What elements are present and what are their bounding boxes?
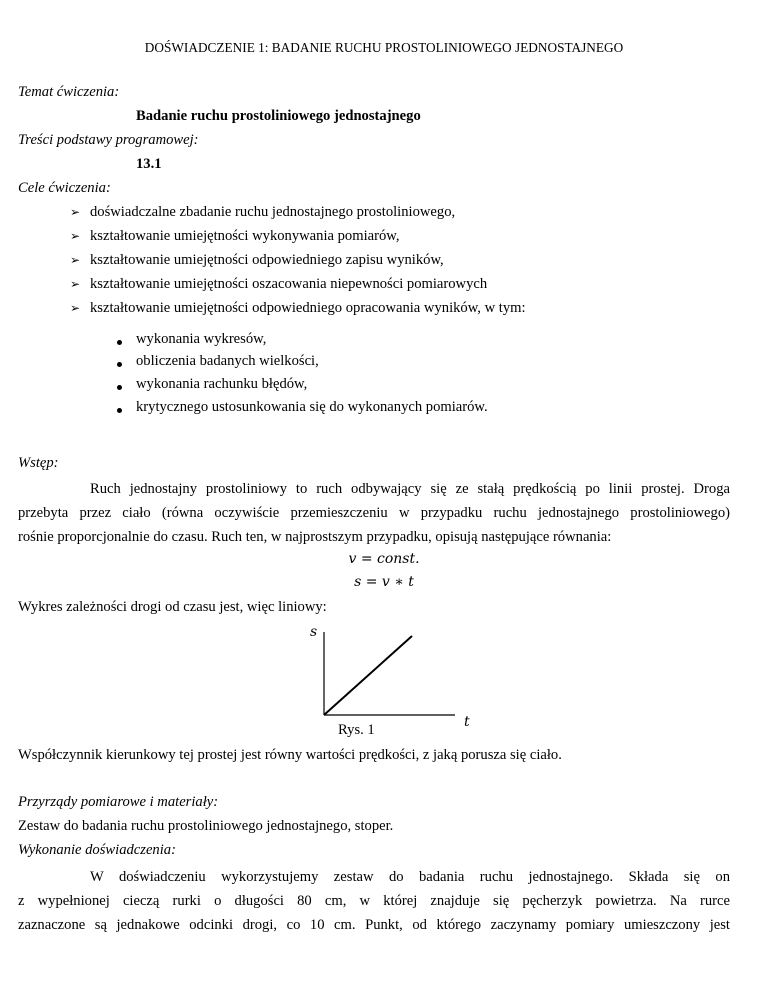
intro-line: Ruch jednostajny prostoliniowy to ruch odbywający się ze stałą prędkością po linii prostej. Droga — [90, 481, 730, 497]
graph-intro: Wykres zależności drogi od czasu jest, więc liniowy: — [18, 599, 327, 615]
procedure-line: z wypełnionej cieczą rurki o długości 80 cm, w której znajduje się pęcherzyk powietrza. Na rurce — [18, 893, 730, 909]
intro-label: Wstęp: — [18, 455, 59, 471]
arrow-bullet-icon: ➢ — [70, 205, 81, 219]
list-item: kształtowanie umiejętności wykonywania pomiarów, — [90, 228, 400, 244]
list-item: doświadczalne zbadanie ruchu jednostajnego prostoliniowego, — [90, 204, 456, 220]
x-axis-label: t — [464, 714, 470, 730]
bullet-dot-icon — [117, 385, 122, 390]
list-item: kształtowanie umiejętności oszacowania niepewności pomiarowych — [90, 276, 488, 292]
y-axis-label: s — [310, 624, 318, 640]
topic-value: Badanie ruchu prostoliniowego jednostajnego — [136, 108, 421, 124]
list-item: kształtowanie umiejętności odpowiedniego zapisu wyników, — [90, 252, 444, 268]
topic-label: Temat ćwiczenia: — [18, 84, 120, 100]
equation-distance: s = v ∗ t — [354, 574, 414, 590]
list-item: wykonania wykresów, — [136, 331, 267, 347]
distance-time-line — [324, 636, 412, 715]
bullet-dot-icon — [117, 408, 122, 413]
list-item: krytycznego ustosunkowania się do wykonanych pomiarów. — [136, 399, 488, 415]
figure-distance-time — [300, 618, 490, 748]
materials-label: Przyrządy pomiarowe i materiały: — [18, 794, 219, 810]
intro-line: rośnie proporcjonalnie do czasu. Ruch ten, w najprostszym przypadku, opisują następujące równania: — [18, 529, 612, 545]
bullet-dot-icon — [117, 362, 122, 367]
arrow-bullet-icon: ➢ — [70, 253, 81, 267]
list-item: kształtowanie umiejętności odpowiedniego opracowania wyników, w tym: — [90, 300, 526, 316]
arrow-bullet-icon: ➢ — [70, 229, 81, 243]
procedure-line: W doświadczeniu wykorzystujemy zestaw do badania ruchu jednostajnego. Składa się on — [90, 869, 730, 885]
materials-value: Zestaw do badania ruchu prostoliniowego jednostajnego, stoper. — [18, 818, 394, 834]
figure-caption: Rys. 1 — [338, 722, 375, 738]
curriculum-label: Treści podstawy programowej: — [18, 132, 199, 148]
curriculum-value: 13.1 — [136, 156, 162, 172]
arrow-bullet-icon: ➢ — [70, 301, 81, 315]
list-item: obliczenia badanych wielkości, — [136, 353, 319, 369]
equation-velocity: v = const. — [348, 551, 420, 567]
arrow-bullet-icon: ➢ — [70, 277, 81, 291]
intro-line: przebyta przez ciało (równa oczywiście przemieszczeniu w przypadku ruchu jednostajnego prostoliniowego) — [18, 505, 730, 521]
goals-label: Cele ćwiczenia: — [18, 180, 111, 196]
procedure-line: zaznaczone są jednakowe odcinki drogi, co 10 cm. Punkt, od którego zaczynamy pomiary umieszczony jest — [18, 917, 730, 933]
page-header: DOŚWIADCZENIE 1: BADANIE RUCHU PROSTOLINIOWEGO JEDNOSTAJNEGO — [144, 40, 624, 55]
slope-text: Współczynnik kierunkowy tej prostej jest równy wartości prędkości, z jaką porusza się ciało. — [18, 747, 562, 763]
procedure-label: Wykonanie doświadczenia: — [18, 842, 176, 858]
list-item: wykonania rachunku błędów, — [136, 376, 308, 392]
bullet-dot-icon — [117, 340, 122, 345]
